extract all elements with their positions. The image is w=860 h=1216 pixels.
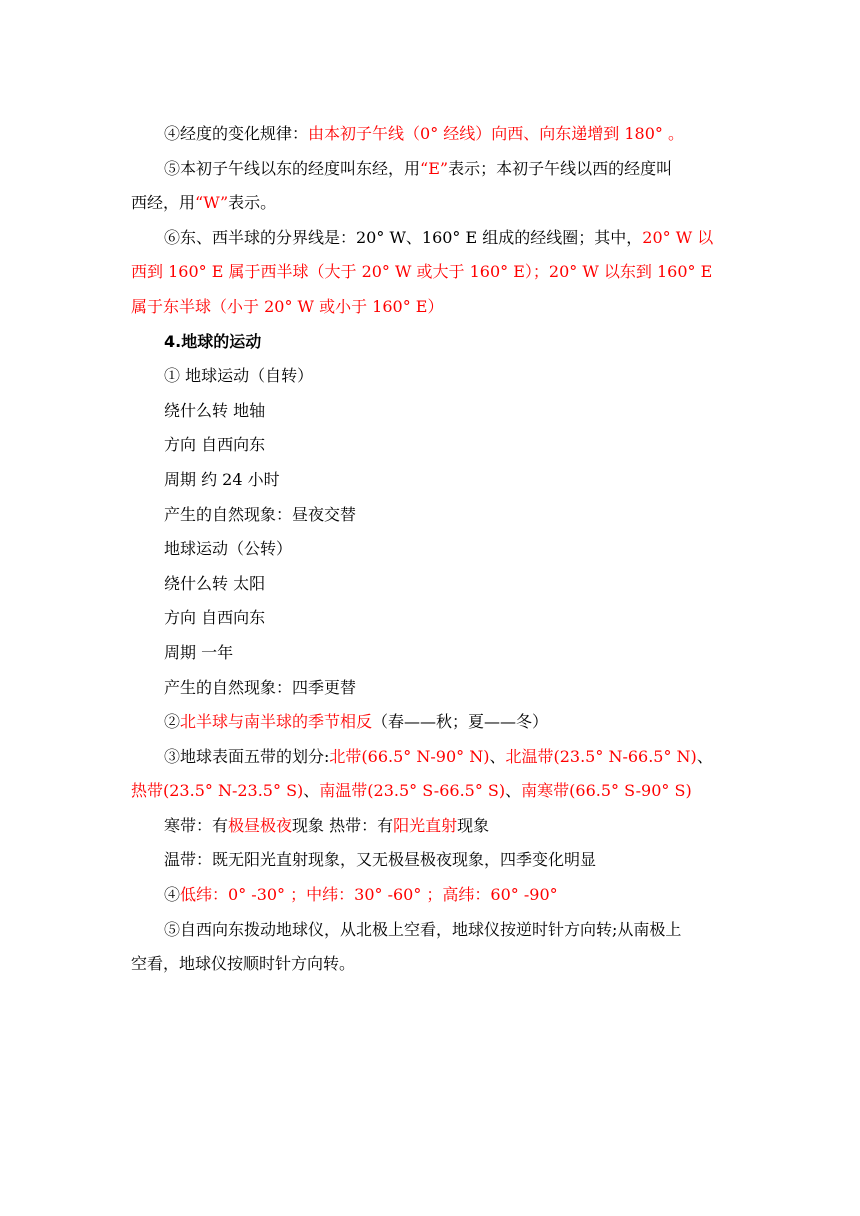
five-zones-prefix: ③地球表面五带的划分: <box>164 746 330 766</box>
west-symbol: “W” <box>195 193 229 213</box>
rotation-title: ① 地球运动（自转） <box>164 366 314 386</box>
longitude-rule-prefix: ④经度的变化规律： <box>164 124 309 143</box>
east-longitude-text: ⑤本初子午线以东的经度叫东经，用 <box>164 158 421 178</box>
seasons-text: 北半球与南半球的季节相反 <box>180 712 373 732</box>
south-cold-zone: 南寒带(66.5° S-90° S) <box>521 781 692 801</box>
western-hemisphere-range-start: 20° W 以 <box>642 227 714 247</box>
east-symbol: “E” <box>420 158 449 178</box>
hemisphere-boundary-line2: 西到 160° E 属于西半球（大于 20° W 或大于 160° E）；20° W 以东到 160° E <box>131 262 713 282</box>
longitude-rule <box>131 117 731 152</box>
north-temperate-zone: 北温带(23.5° N-66.5° N) <box>505 746 697 766</box>
temperate-zone-features: 温带：既无阳光直射现象，又无极昼极夜现象，四季变化明显 <box>164 850 597 870</box>
document-body <box>131 117 731 982</box>
seasons-detail: （春——秋；夏——冬） <box>372 712 549 732</box>
seasons-number: ② <box>164 712 181 732</box>
rotation-direction: 方向 自西向东 <box>164 435 266 455</box>
polar-day-night: 极昼极夜 <box>228 815 293 835</box>
hot-zone-label: 现象 热带：有 <box>292 815 394 835</box>
separator: 、 <box>303 781 320 801</box>
phenomenon-suffix: 现象 <box>457 815 490 835</box>
latitude-ranges <box>131 878 731 913</box>
latitude-number: ④ <box>164 885 181 905</box>
separator: 、 <box>696 746 713 766</box>
hemisphere-boundary-line3: 属于东半球（小于 20° W 或小于 160° E） <box>131 296 444 316</box>
separator: 、 <box>489 746 506 766</box>
five-zones-line1 <box>131 740 731 775</box>
seasons-opposite <box>131 705 731 740</box>
direct-sunlight: 阳光直射 <box>393 815 458 835</box>
west-symbol-suffix: 表示。 <box>228 193 277 213</box>
east-west-longitude-line2 <box>131 186 731 221</box>
north-cold-zone: 北带(66.5° N-90° N) <box>329 746 490 766</box>
rotation-period: 周期 约 24 小时 <box>164 469 280 489</box>
west-longitude-text: 表示；本初子午线以西的经度叫 <box>448 158 673 178</box>
revolution-phenomenon: 产生的自然现象：四季更替 <box>164 677 357 697</box>
section-heading: 4.地球的运动 <box>164 331 262 351</box>
rotation-axis: 绕什么转 地轴 <box>164 400 266 420</box>
tropical-zone: 热带(23.5° N-23.5° S) <box>131 781 304 801</box>
revolution-direction: 方向 自西向东 <box>164 608 266 628</box>
west-longitude-text-cont: 西经，用 <box>131 193 196 213</box>
hemisphere-boundary-text: ⑥东、西半球的分界线是：20° W、160° E 组成的经线圈；其中， <box>164 227 643 247</box>
east-west-longitude-line1 <box>131 152 731 187</box>
south-temperate-zone: 南温带(23.5° S-66.5° S) <box>319 781 506 801</box>
revolution-period: 周期 一年 <box>164 642 234 662</box>
rotation-phenomenon: 产生的自然现象：昼夜交替 <box>164 504 357 524</box>
five-zones-line2 <box>131 774 731 809</box>
revolution-axis: 绕什么转 太阳 <box>164 573 266 593</box>
cold-hot-zone-features <box>131 809 731 844</box>
globe-rotation-line1: ⑤自西向东拨动地球仪，从北极上空看，地球仪按逆时针方向转;从南极上 <box>164 919 682 939</box>
hemisphere-boundary-line1 <box>131 221 731 256</box>
cold-zone-label: 寒带：有 <box>164 815 229 835</box>
separator: 、 <box>505 781 522 801</box>
revolution-title: 地球运动（公转） <box>164 539 293 559</box>
globe-rotation-line2: 空看，地球仪按顺时针方向转。 <box>131 954 356 974</box>
longitude-rule-text: 由本初子午线（0° 经线）向西、向东递增到 180° 。 <box>308 124 684 143</box>
latitude-ranges-text: 低纬：0° -30° ；中纬：30° -60° ；高纬：60° -90° <box>180 885 558 905</box>
